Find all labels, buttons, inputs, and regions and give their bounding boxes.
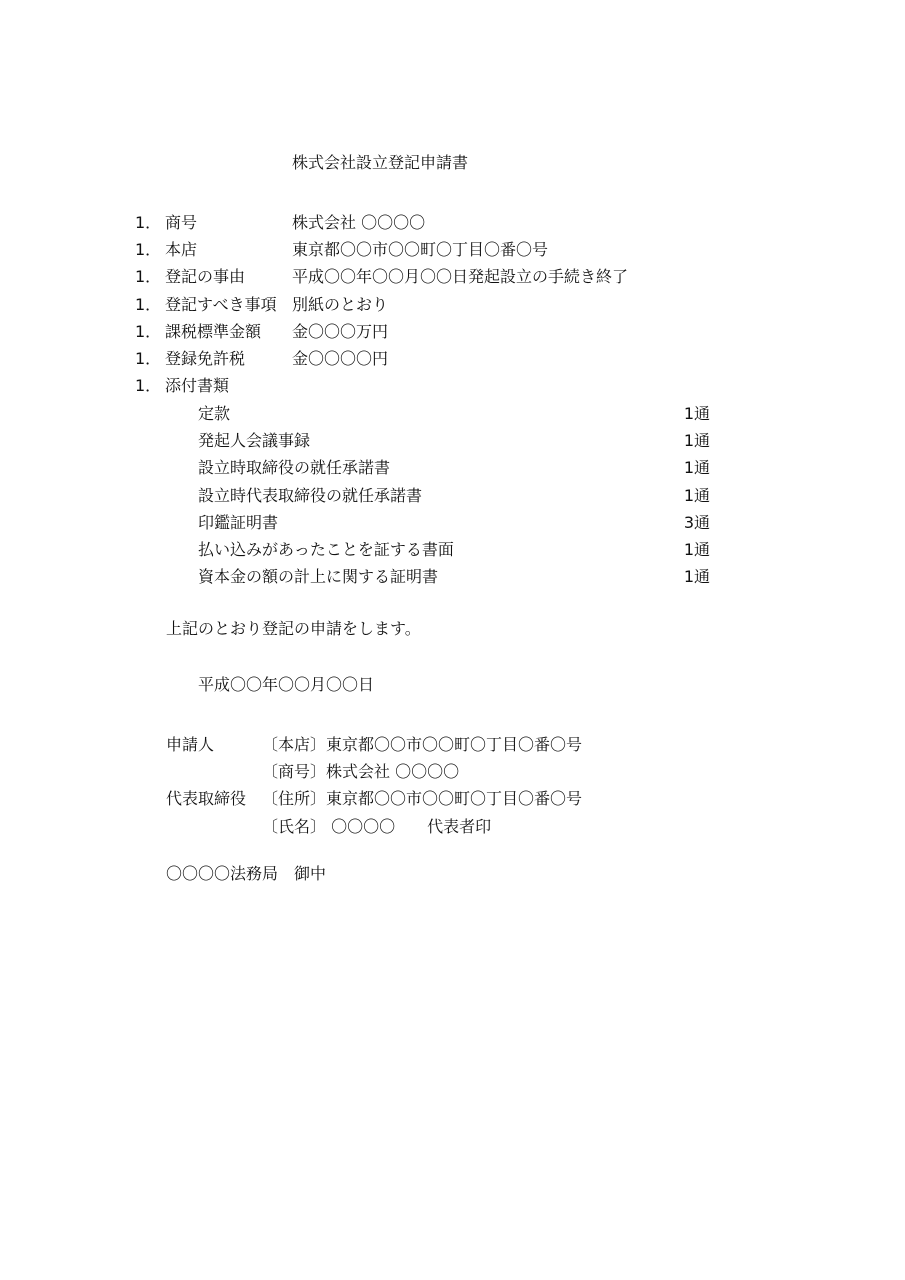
item-value: 平成〇〇年〇〇月〇〇日発起設立の手続き終了: [292, 267, 629, 287]
item-value: 金〇〇〇万円: [292, 321, 389, 341]
attachment-name: 印鑑証明書: [198, 512, 279, 532]
document-title: 株式会社設立登記申請書: [292, 153, 469, 172]
applicant-row: [166, 786, 582, 813]
item-label: 登記の事由: [165, 267, 246, 287]
attachment-name: 設立時代表取締役の就任承諾書: [198, 485, 423, 505]
applicant-detail: 〔商号〕株式会社 〇〇〇〇: [262, 761, 460, 781]
item-label: 登記すべき事項: [165, 294, 277, 314]
applicant-row: [166, 731, 582, 758]
application-items: [135, 209, 755, 400]
attachment-list: [198, 400, 710, 591]
attachment-name: 払い込みがあったことを証する書面: [198, 540, 454, 560]
attachment-name: 定款: [198, 403, 231, 423]
item-label: 商号: [165, 212, 198, 232]
item-row: [135, 345, 755, 372]
attachment-count: 1通: [683, 458, 710, 478]
attachment-name: 資本金の額の計上に関する証明書: [198, 567, 439, 587]
attachment-row: [198, 455, 710, 482]
addressee-office: 〇〇〇〇法務局 御中: [166, 864, 327, 883]
item-number: 1．: [135, 239, 162, 259]
attachment-row: [198, 536, 710, 563]
applicant-role: 申請人: [166, 734, 215, 754]
attachment-row: [198, 427, 710, 454]
item-label: 添付書類: [165, 376, 230, 396]
item-number: 1．: [135, 321, 162, 341]
attachment-count: 1通: [683, 540, 710, 560]
attachment-row: [198, 564, 710, 591]
applicant-row: [166, 758, 582, 785]
attachment-count: 1通: [683, 403, 710, 423]
item-row: [135, 209, 755, 236]
item-number: 1．: [135, 267, 162, 287]
item-value: 株式会社 〇〇〇〇: [292, 212, 426, 232]
applicant-detail: 〔氏名〕 〇〇〇〇 代表者印: [262, 816, 492, 836]
item-number: 1．: [135, 212, 162, 232]
applicant-block: [166, 731, 582, 840]
attachment-name: 設立時取締役の就任承諾書: [198, 458, 391, 478]
applicant-row: [166, 813, 582, 840]
item-number: 1．: [135, 376, 162, 396]
item-label: 本店: [165, 239, 198, 259]
application-date: 平成〇〇年〇〇月〇〇日: [198, 675, 375, 694]
item-row: [135, 373, 755, 400]
item-number: 1．: [135, 349, 162, 369]
attachment-row: [198, 400, 710, 427]
item-number: 1．: [135, 294, 162, 314]
closing-statement: 上記のとおり登記の申請をします。: [166, 619, 421, 638]
attachment-count: 1通: [683, 430, 710, 450]
item-row: [135, 318, 755, 345]
attachment-count: 1通: [683, 567, 710, 587]
attachment-count: 1通: [683, 485, 710, 505]
attachment-row: [198, 509, 710, 536]
item-value: 別紙のとおり: [292, 294, 389, 314]
applicant-detail: 〔住所〕東京都〇〇市〇〇町〇丁目〇番〇号: [262, 789, 583, 809]
attachment-count: 3通: [683, 512, 710, 532]
applicant-detail: 〔本店〕東京都〇〇市〇〇町〇丁目〇番〇号: [262, 734, 583, 754]
item-label: 課税標準金額: [165, 321, 262, 341]
attachment-name: 発起人会議事録: [198, 430, 311, 450]
item-value: 東京都〇〇市〇〇町〇丁目〇番〇号: [292, 239, 549, 259]
applicant-role: 代表取締役: [166, 789, 247, 809]
item-row: [135, 264, 755, 291]
item-value: 金〇〇〇〇円: [292, 349, 389, 369]
item-row: [135, 291, 755, 318]
attachment-row: [198, 482, 710, 509]
item-label: 登録免許税: [165, 349, 246, 369]
item-row: [135, 236, 755, 263]
